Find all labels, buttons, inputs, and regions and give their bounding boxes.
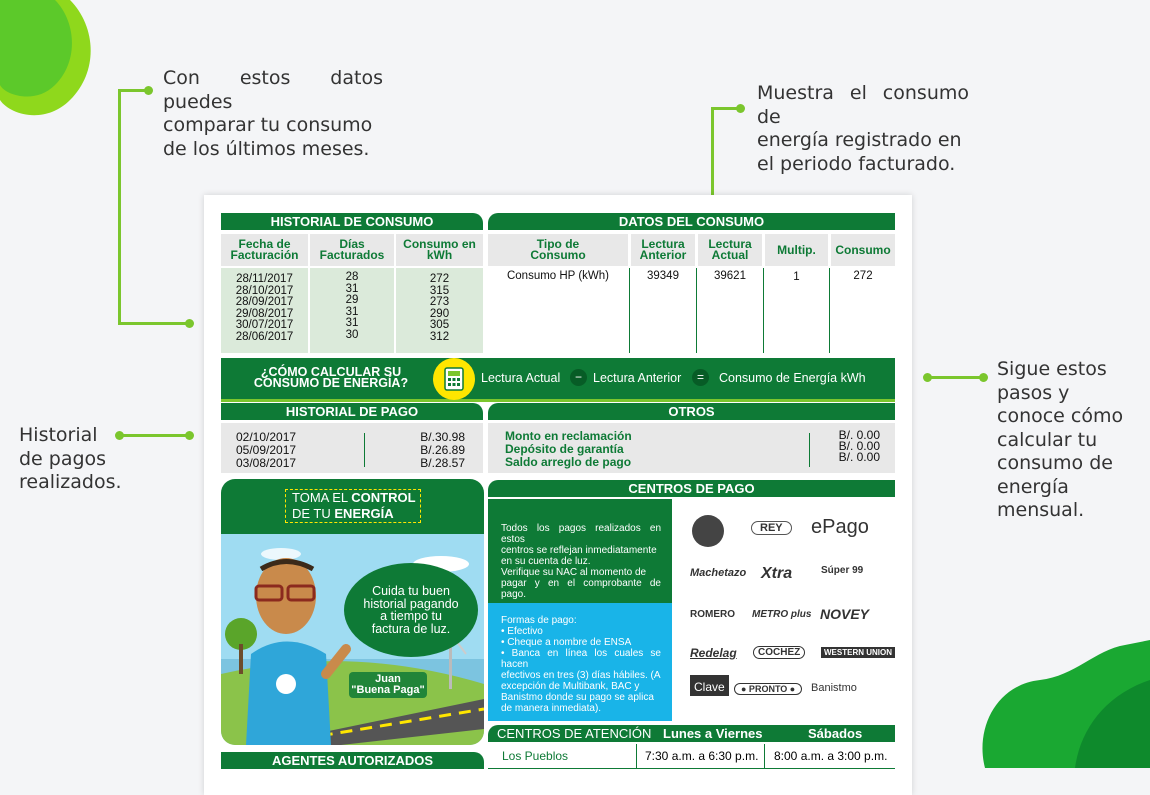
equals-icon: =	[692, 369, 709, 386]
centros-info-1: Todos los pagos realizados en estos centros se reflejan inmediatamente en su cuenta de luz. Verifique su NAC al momento de pagar y en el comprobante de pago.	[488, 499, 672, 603]
logo-redelag: Redelag	[690, 646, 737, 660]
sabados-header: Sábados	[808, 726, 863, 741]
datos-consumo-title: DATOS DEL CONSUMO	[488, 213, 895, 230]
divider	[629, 268, 630, 353]
col-tipo-header: Tipo de Consumo	[488, 234, 628, 266]
dias-column: 28 31 29 31 31 30	[310, 268, 394, 353]
connector-line-compare-b	[118, 322, 188, 325]
calculo-bar	[221, 358, 895, 402]
logo-pronto: ● PRONTO ●	[734, 683, 802, 695]
multip-value: 1	[793, 271, 800, 283]
lunes-viernes-header: Lunes a Viernes	[663, 726, 763, 741]
connector-dot-payments	[185, 431, 194, 440]
horario-sab: 8:00 a.m. a 3:00 p.m.	[774, 749, 888, 763]
annotation-payments: Historial de pagos realizados.	[19, 424, 122, 493]
annotation-consumption: Muestra el consumo de energía registrado en el periodo facturado.	[757, 82, 969, 175]
connector-dot-compare	[185, 319, 194, 328]
col-multip-header: Multip.	[765, 234, 828, 266]
divider	[764, 744, 765, 768]
connector-dot-steps-end	[979, 373, 988, 382]
logo-circle	[692, 515, 724, 547]
logo-clave: Clave	[690, 675, 729, 696]
promo-panel	[221, 479, 484, 745]
logo-western: WESTERN UNION	[821, 647, 895, 658]
connector-line-consumption-v	[711, 107, 714, 200]
annotation-steps: Sigue estos pasos y conoce cómo calcular tu consumo de energía mensual.	[997, 358, 1124, 521]
divider	[829, 268, 830, 353]
logo-machetazo: Machetazo	[690, 567, 747, 579]
logo-xtra: Xtra	[761, 565, 793, 582]
centros-info-2: Formas de pago: • Efectivo • Cheque a nombre de ENSA • Banca en línea los cuales se hacen efectivos en tres (3) días hábiles. (A excepción de Multibank, BAC y Banistmo donde su pago se aplica de manera inmediata).	[488, 603, 672, 721]
logo-metroplus: METRO plus	[752, 609, 812, 620]
divider	[696, 268, 697, 353]
annotation-compare: Con estos datos puedes comparar tu consumo de los últimos meses.	[163, 67, 383, 160]
speech-bubble: Cuida tu buen historial pagando a tiempo tu factura de luz.	[344, 563, 478, 657]
col-anterior-header: Lectura Anterior	[631, 234, 695, 266]
logo-rey: REY	[751, 521, 792, 535]
lectura-actual-label: Lectura Actual	[481, 371, 561, 385]
fechas-column: 28/11/2017 28/10/2017 28/09/2017 29/08/2017 30/07/2017 28/06/2017	[221, 268, 308, 353]
col-consumo-header: Consumo en kWh	[396, 234, 483, 266]
bill-document	[204, 195, 912, 795]
col-consumo-header-2: Consumo	[831, 234, 895, 266]
horario-lv: 7:30 a.m. a 6:30 p.m.	[645, 749, 759, 763]
centros-atencion-title: CENTROS DE ATENCIÓN	[497, 726, 652, 741]
lectura-anterior-value: 39349	[647, 270, 679, 282]
resultado-label: Consumo de Energía kWh	[719, 371, 866, 385]
divider	[364, 433, 365, 467]
blob-bottom-right	[975, 640, 1150, 768]
connector-line-payments	[119, 434, 189, 437]
tipo-consumo-value: Consumo HP (kWh)	[506, 270, 610, 282]
minus-icon: −	[570, 369, 587, 386]
logo-epago: ePago	[811, 516, 869, 538]
logo-romero: ROMERO	[690, 609, 735, 620]
logo-banistmo: Banistmo	[811, 682, 857, 694]
divider	[636, 744, 637, 768]
blob-top-left	[0, 0, 100, 120]
col-fecha-header: Fecha de Facturación	[221, 234, 308, 266]
agentes-title: AGENTES AUTORIZADOS	[221, 752, 484, 769]
centros-pago-title: CENTROS DE PAGO	[488, 480, 895, 497]
calculo-question: ¿CÓMO CALCULAR SU CONSUMO DE ENERGÍA?	[253, 365, 409, 390]
character-name: Juan "Buena Paga"	[349, 672, 427, 698]
historial-pago-title: HISTORIAL DE PAGO	[221, 403, 483, 420]
divider	[809, 433, 810, 467]
connector-line-compare	[118, 89, 148, 92]
pago-montos: B/.30.98 B/.26.89 B/.28.57	[420, 430, 465, 470]
lugar: Los Pueblos	[502, 749, 569, 763]
pago-fechas: 02/10/2017 05/09/2017 03/08/2017	[236, 430, 297, 470]
promo-title: TOMA EL CONTROL DE TU ENERGÍA	[285, 489, 421, 523]
otros-labels: Monto en reclamación Depósito de garantía Saldo arreglo de pago	[505, 429, 632, 469]
otros-values: B/. 0.00 B/. 0.00 B/. 0.00	[838, 428, 880, 464]
connector-line-compare-v	[118, 89, 121, 325]
col-dias-header: Días Facturados	[310, 234, 394, 266]
lectura-anterior-label: Lectura Anterior	[593, 371, 682, 385]
logo-novey: NOVEY	[820, 606, 870, 622]
calculator-icon	[433, 358, 475, 400]
divider	[763, 268, 764, 353]
logo-super99: Súper 99	[821, 565, 864, 576]
consumo-value: 272	[853, 270, 873, 282]
connector-line-steps	[927, 376, 985, 379]
centros-atencion-header	[488, 725, 895, 742]
otros-title: OTROS	[488, 403, 895, 420]
connector-line-consumption	[711, 107, 739, 110]
lectura-actual-value: 39621	[714, 270, 746, 282]
logo-cochez: COCHEZ	[753, 646, 805, 659]
centros-atencion-row	[488, 744, 895, 769]
consumos-column: 272 315 273 290 305 312	[396, 268, 483, 353]
col-actual-header: Lectura Actual	[698, 234, 762, 266]
historial-consumo-title: HISTORIAL DE CONSUMO	[221, 213, 483, 230]
